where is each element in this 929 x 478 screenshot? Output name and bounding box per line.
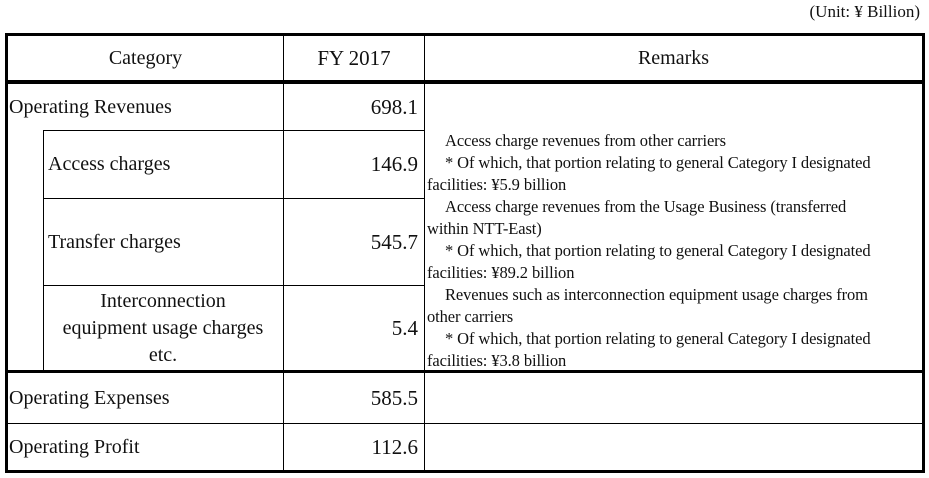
remark-line: Access charge revenues from other carriers <box>445 131 726 150</box>
operating-profit-label: Operating Profit <box>9 435 140 458</box>
header-category: Category <box>108 46 183 69</box>
interconnection-label-line: Interconnection <box>100 289 226 312</box>
access-charges-value: 146.9 <box>370 152 418 176</box>
remark-line: * Of which, that portion relating to general Category I designated <box>445 241 871 260</box>
transfer-charges-label: Transfer charges <box>48 230 181 253</box>
remark-line: facilities: ¥89.2 billion <box>427 263 575 282</box>
interconnection-label-line: equipment usage charges <box>62 316 264 339</box>
remark-line: Access charge revenues from the Usage Business (transferred <box>445 197 847 216</box>
remark-line: * Of which, that portion relating to general Category I designated <box>445 153 871 172</box>
operating-revenues-value: 698.1 <box>370 94 418 119</box>
remark-line: facilities: ¥3.8 billion <box>427 351 567 370</box>
operating-expenses-value: 585.5 <box>370 385 418 410</box>
interconnection-label <box>44 286 282 370</box>
operating-revenues-label: Operating Revenues <box>9 95 172 118</box>
remarks-text <box>427 130 919 372</box>
operating-profit-value: 112.6 <box>371 434 418 459</box>
remark-line: * Of which, that portion relating to general Category I designated <box>445 329 871 348</box>
access-charges-label: Access charges <box>48 153 171 175</box>
unit-note: (Unit: ¥ Billion) <box>809 2 920 21</box>
operating-expenses-label: Operating Expenses <box>9 386 170 409</box>
header-fy: FY 2017 <box>317 45 391 70</box>
column-divider <box>424 33 425 473</box>
header-remarks: Remarks <box>637 46 710 69</box>
interconnection-value: 5.4 <box>391 315 418 340</box>
remark-line: within NTT-East) <box>427 219 542 238</box>
remark-line: other carriers <box>427 307 514 326</box>
remark-line: facilities: ¥5.9 billion <box>427 175 567 194</box>
interconnection-label-line: etc. <box>148 343 178 366</box>
remark-line: Revenues such as interconnection equipment usage charges from <box>445 285 868 304</box>
transfer-charges-value: 545.7 <box>370 229 418 254</box>
